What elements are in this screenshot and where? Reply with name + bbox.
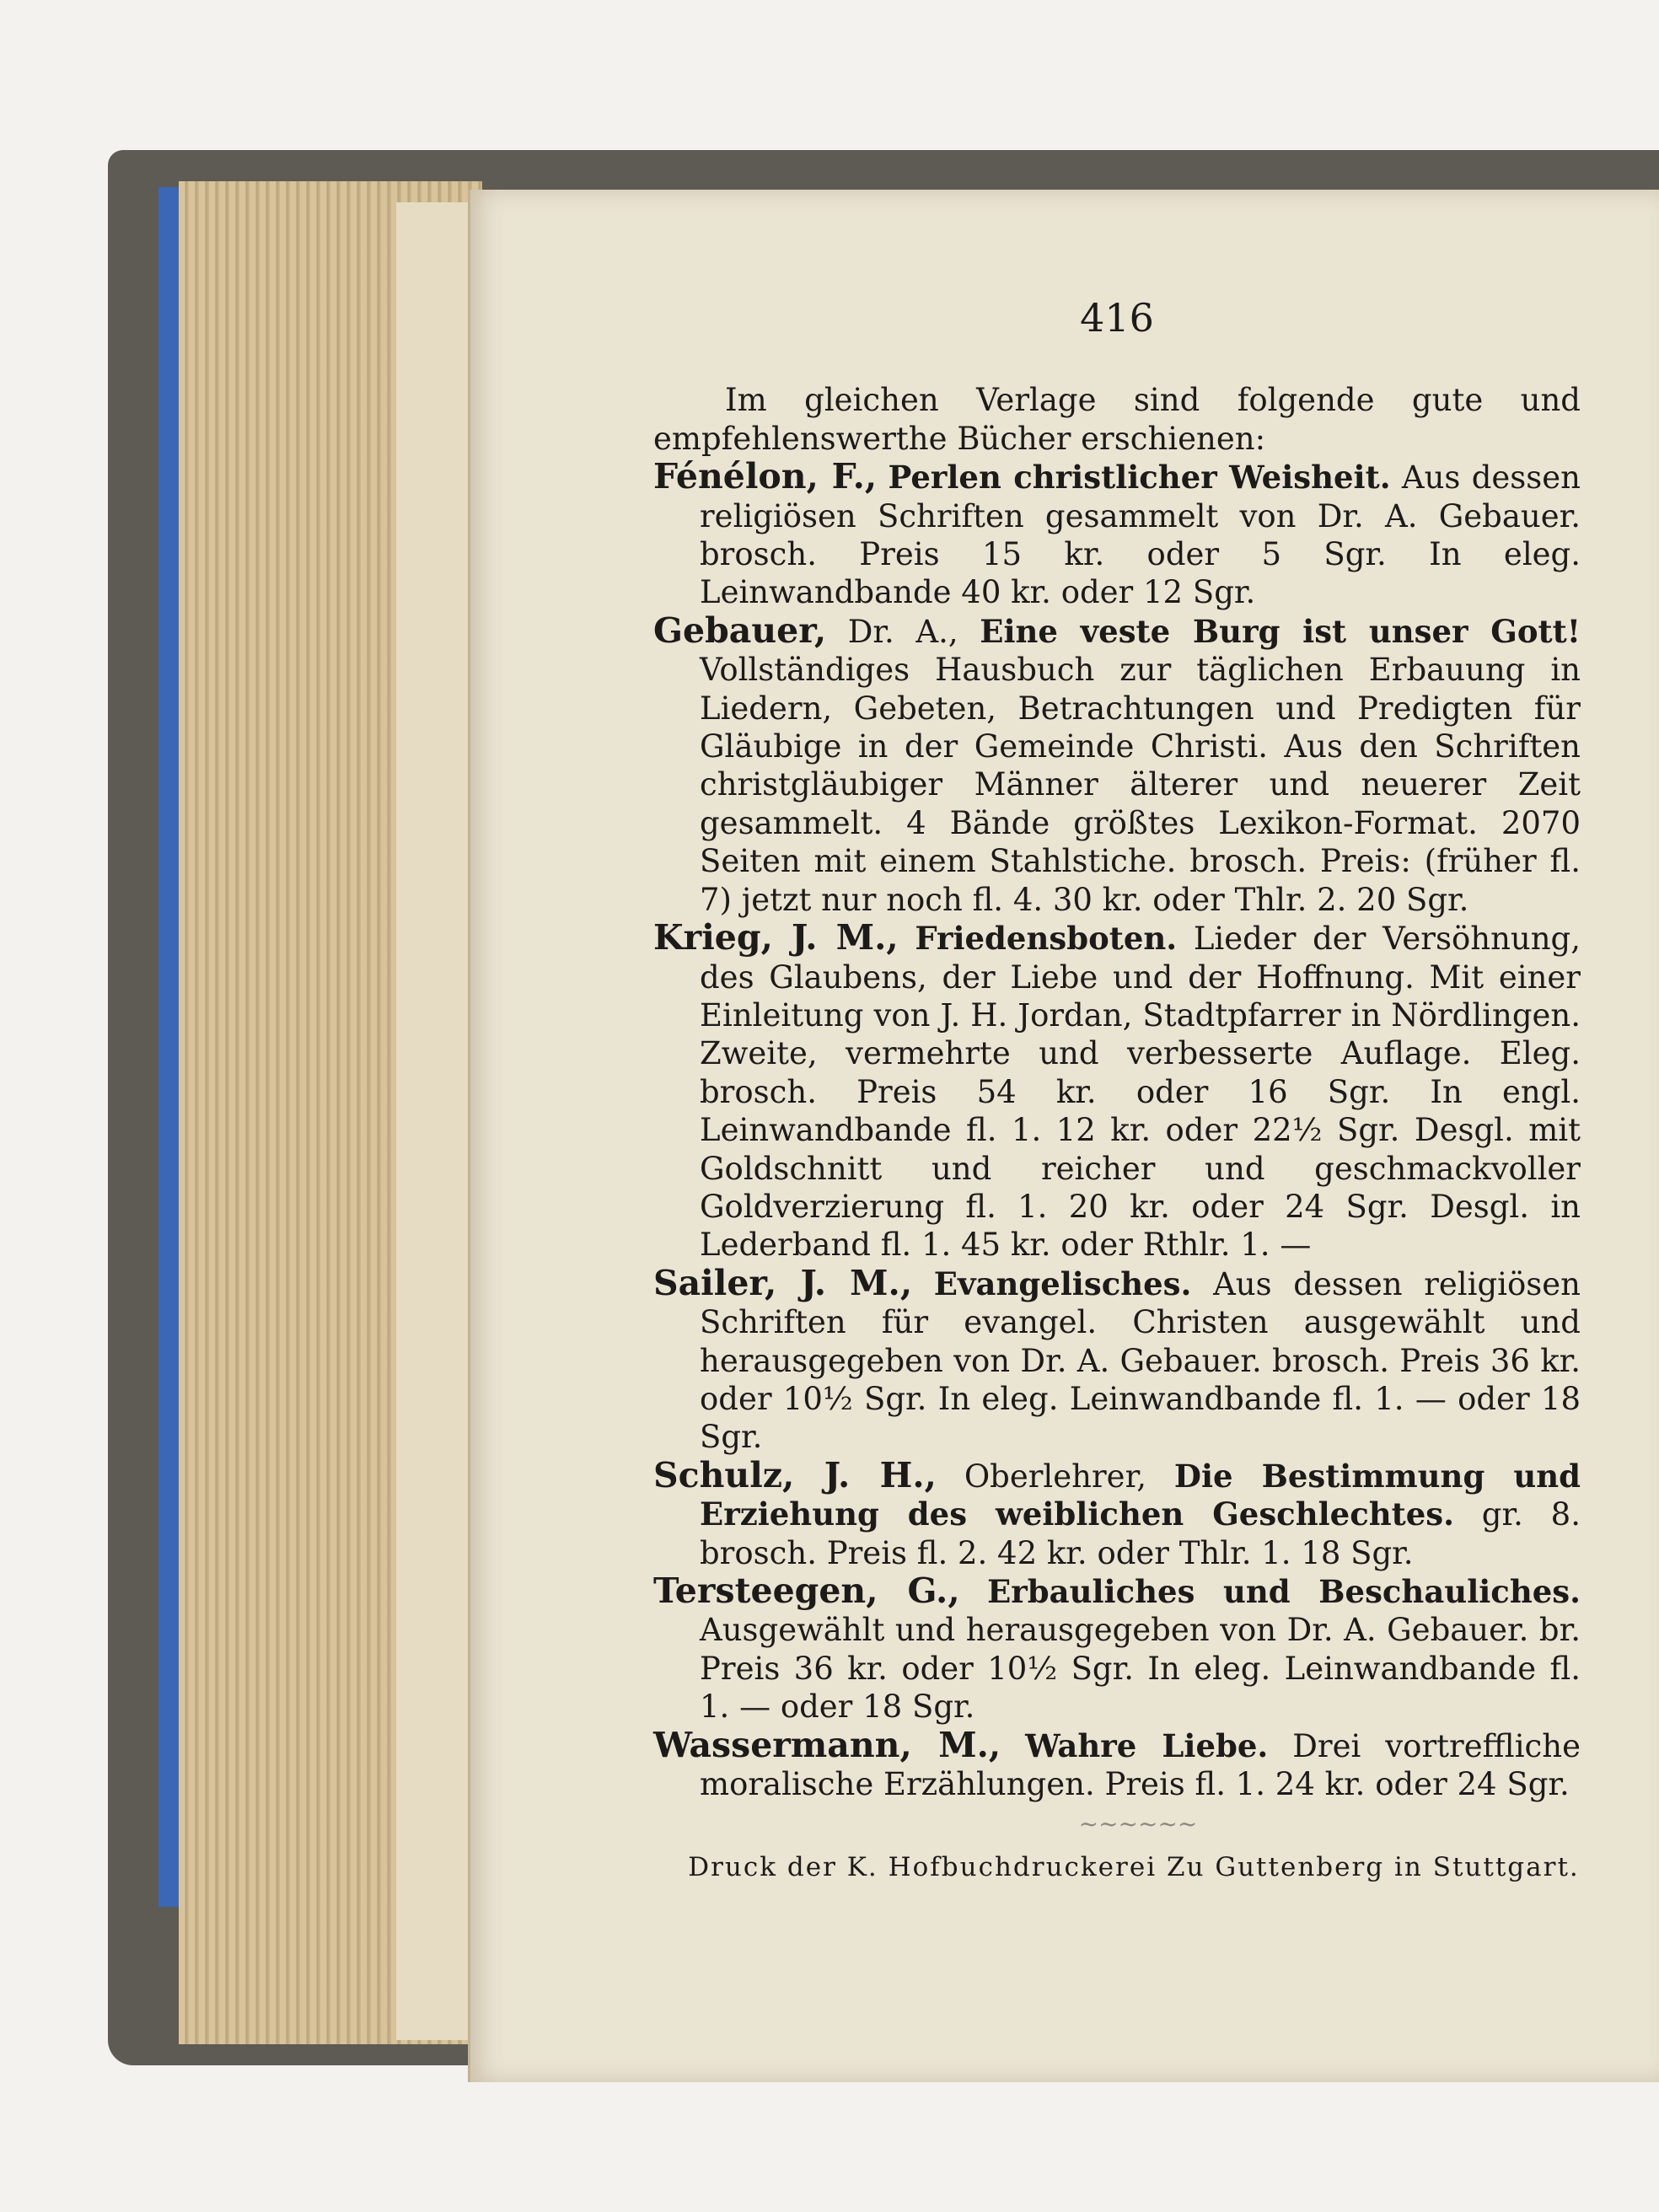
entry-title: Perlen christlicher Weisheit. xyxy=(888,459,1391,497)
entry-schulz xyxy=(653,1454,1581,1572)
entry-body: Aus dessen religiösen Schriften für evangel. Christen ausgewählt und herausgegeben von Dr. A. Gebauer. brosch. Preis 36 kr. oder 10½ Sgr. In eleg. Leinwandbande fl. 1. — oder 18 Sgr. xyxy=(700,1265,1581,1456)
entry-wassermann xyxy=(653,1726,1581,1804)
entry-prefix: Oberlehrer, xyxy=(964,1458,1146,1495)
entry-tersteegen xyxy=(653,1572,1581,1726)
spine-ribbon xyxy=(158,187,179,1907)
entry-gebauer xyxy=(653,609,1581,919)
entry-author: Schulz, J. H., xyxy=(653,1454,937,1495)
entry-krieg xyxy=(653,919,1581,1264)
entry-author: Gebauer, xyxy=(653,609,827,651)
entry-title: Friedensboten. xyxy=(915,920,1178,958)
page-text xyxy=(653,295,1581,1887)
entry-author: Sailer, J. M., xyxy=(653,1262,913,1303)
entry-body: Ausgewählt und herausgegeben von Dr. A. Gebauer. br. Preis 36 kr. oder 10½ Sgr. In eleg. Leinwandbande fl. 1. — oder 18 Sgr. xyxy=(700,1612,1581,1726)
entry-title: Erbauliches und Beschauliches. xyxy=(987,1573,1581,1610)
entry-body: Vollständiges Hausbuch zur täglichen Erbauung in Liedern, Gebeten, Betrachtungen und Predigten für Gläubige in der Gemeinde Christi. Aus den Schriften christgläubiger Männer älterer und neuerer Zeit gesammelt. 4 Bände größtes Lexikon-Format. 2070 Seiten mit einem Stahlstiche. brosch. Preis: (früher fl. 7) jetzt nur noch fl. 4. 30 kr. oder Thlr. 2. 20 Sgr. xyxy=(700,652,1581,918)
entry-body: Aus dessen religiösen Schriften gesammelt von Dr. A. Gebauer. brosch. Preis 15 kr. oder 5 Sgr. In eleg. Leinwandbande 40 kr. oder 12 Sgr. xyxy=(700,459,1581,611)
entry-author: Tersteegen, G., xyxy=(653,1570,960,1611)
printer-imprint: Druck der K. Hofbuchdruckerei Zu Guttenberg in Stuttgart. xyxy=(688,1852,1580,1883)
entry-sailer xyxy=(653,1264,1581,1457)
page-number: 416 xyxy=(1080,295,1154,341)
entry-title: Die Bestimmung und Erziehung des weiblichen Geschlechtes. xyxy=(700,1457,1581,1533)
entry-prefix: Dr. A., xyxy=(847,613,958,650)
entry-title: Wahre Liebe. xyxy=(1025,1726,1269,1764)
entry-author: Wassermann, M., xyxy=(653,1724,1001,1765)
entry-title: Eine veste Burg ist unser Gott! xyxy=(980,612,1581,650)
entry-author: Krieg, J. M., xyxy=(653,917,899,958)
entry-body: Lieder der Versöhnung, des Glaubens, der Liebe und der Hoffnung. Mit einer Einleitung von J. H. Jordan, Stadtpfarrer in Nördlingen. Zweite, vermehrte und verbesserte Auflage. Eleg. brosch. Preis 54 kr. oder 16 Sgr. In engl. Leinwandbande fl. 1. 12 kr. oder 22½ Sgr. Desgl. mit Goldschnitt und reicher und geschmackvoller Goldverzierung fl. 1. 20 kr. oder 24 Sgr. Desgl. in Lederband fl. 1. 45 kr. oder Rthlr. 1. — xyxy=(700,921,1581,1264)
entry-body: Drei vortreffliche moralische Erzählungen. Preis fl. 1. 24 kr. oder 24 Sgr. xyxy=(700,1727,1581,1803)
intro-paragraph: Im gleichen Verlage sind folgende gute und empfehlenswerthe Bücher erschienen: xyxy=(653,382,1581,457)
entry-body: gr. 8. brosch. Preis fl. 2. 42 kr. oder Thlr. 1. 18 Sgr. xyxy=(700,1496,1581,1571)
entry-fenelon xyxy=(653,458,1581,612)
entry-title: Evangelisches. xyxy=(933,1264,1192,1302)
entry-author: Fénélon, F., xyxy=(653,456,878,497)
ornamental-divider: ~~~~~~ xyxy=(1078,1810,1198,1839)
